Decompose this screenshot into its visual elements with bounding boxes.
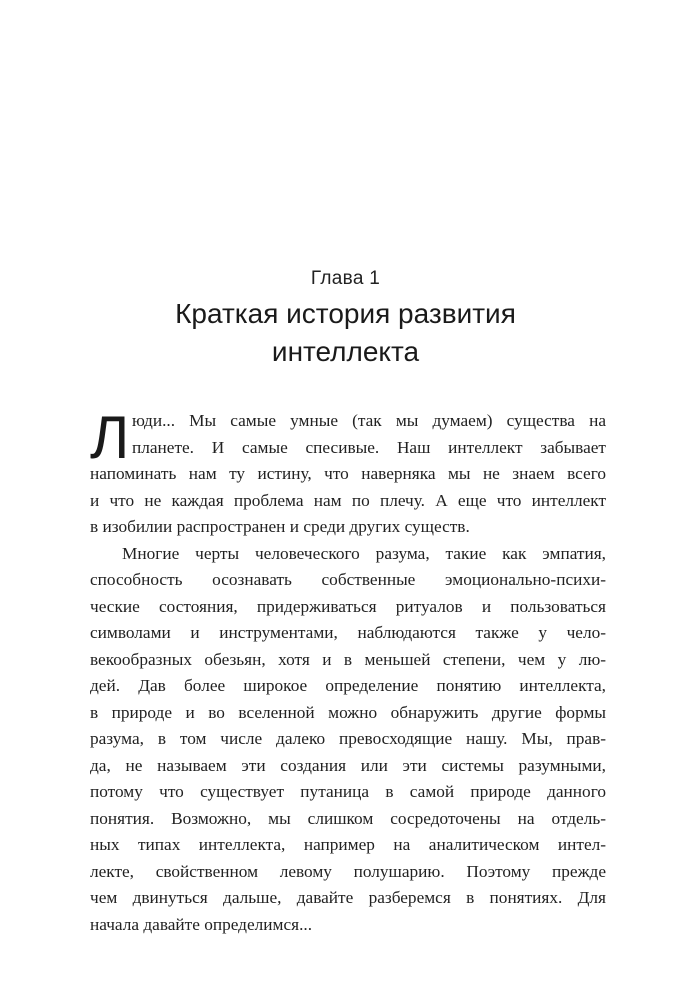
paragraph-1-line: напоминать нам ту истину, что наверняка мы не знаем всего	[90, 464, 606, 483]
paragraph-2-line: чем двинуться дальше, давайте разберемся в понятиях. Для	[90, 888, 606, 907]
paragraph-2-line: дей. Дав более широкое определение понятию интеллекта,	[90, 676, 606, 695]
paragraph-2-line: начала давайте определимся...	[90, 914, 313, 934]
paragraph-2-line: ных типах интеллекта, например на аналитическом интел-	[90, 835, 606, 854]
paragraph-2-line: понятия. Возможно, мы слишком сосредоточены на отдель-	[90, 808, 606, 828]
paragraph-2-line: лекте, свойственном левому полушарию. Поэтому прежде	[90, 861, 606, 881]
paragraph-1	[90, 404, 606, 541]
paragraph-1-line: и что не каждая проблема нам по плечу. А еще что интеллект	[90, 490, 606, 510]
chapter-title-line-2: интеллекта	[271, 336, 420, 367]
chapter-title	[60, 295, 631, 371]
chapter-label: Глава 1	[310, 268, 381, 289]
paragraph-2-line: Многие черты человеческого разума, такие как эмпатия,	[122, 543, 606, 563]
paragraph-1-line: юди... Мы самые умные (так мы думаем) существа на	[132, 411, 606, 430]
paragraph-2-line: да, не называем эти создания или эти системы разумными,	[90, 755, 606, 775]
drop-cap: Л	[90, 404, 130, 471]
paragraph-2-line: символами и инструментами, наблюдаются также у чело-	[90, 623, 606, 642]
paragraph-1-line: планете. И самые спесивые. Наш интеллект забывает	[132, 437, 606, 457]
paragraph-2-line: разума, в том числе далеко превосходящие нашу. Мы, прав-	[90, 729, 606, 748]
paragraph-2-line: способность осознавать собственные эмоционально-психи-	[90, 570, 606, 589]
paragraph-2-line: потому что существует путаница в самой природе данного	[90, 782, 606, 801]
chapter-title-line-1: Краткая история развития	[175, 298, 516, 329]
paragraph-2	[90, 541, 606, 939]
paragraph-1-line: в изобилии распространен и среди других существ.	[90, 517, 470, 536]
paragraph-2-line: векообразных обезьян, хотя и в меньшей степени, чем у лю-	[90, 649, 606, 669]
paragraph-2-line: в природе и во вселенной можно обнаружить другие формы	[90, 702, 606, 722]
paragraph-2-line: ческие состояния, придерживаться ритуалов и пользоваться	[90, 596, 606, 616]
chapter-body	[90, 404, 606, 938]
